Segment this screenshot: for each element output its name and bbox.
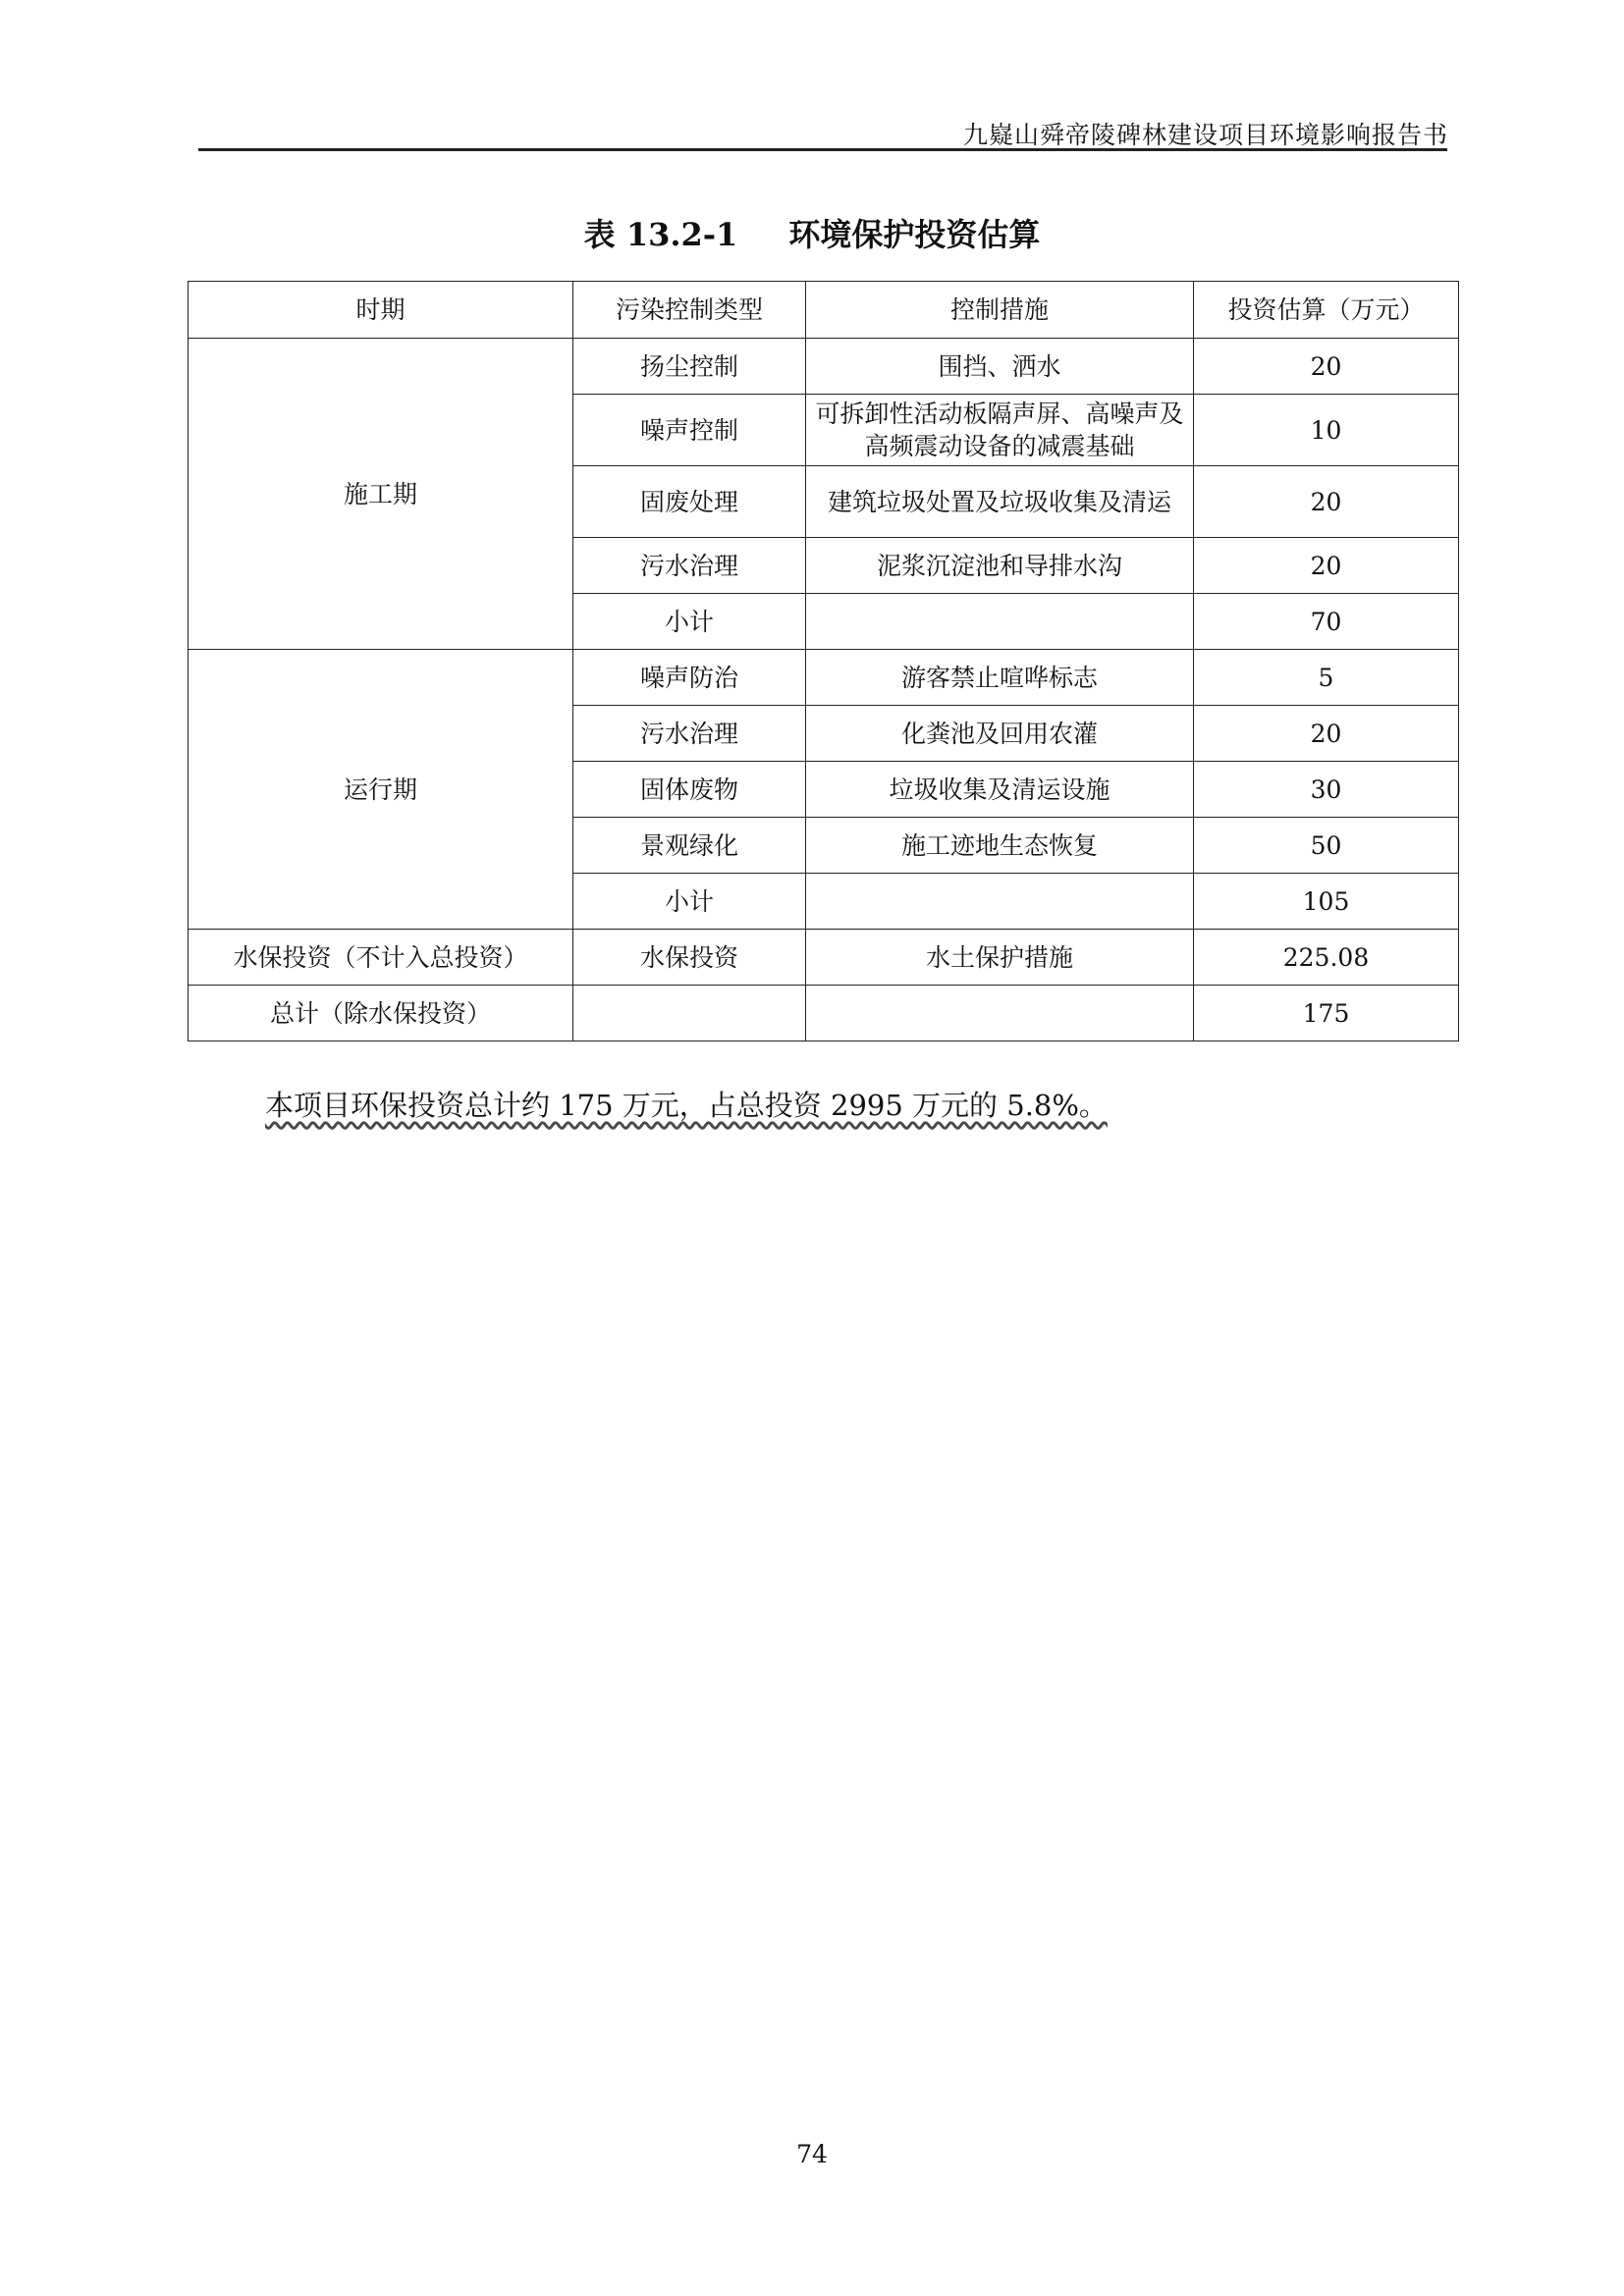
table-row [189, 650, 1459, 706]
column-header-type: 污染控制类型 [573, 282, 806, 339]
type-cell: 小计 [573, 874, 806, 930]
measure-cell: 围挡、洒水 [806, 339, 1194, 395]
measure-cell: 施工迹地生态恢复 [806, 818, 1194, 874]
amount-cell: 105 [1194, 874, 1459, 930]
period-cell: 水保投资（不计入总投资） [189, 930, 573, 986]
page-number: 74 [796, 2140, 828, 2168]
running-header: 九嶷山舜帝陵碑林建设项目环境影响报告书 [962, 121, 1448, 149]
amount-cell: 50 [1194, 818, 1459, 874]
period-cell-construction: 施工期 [189, 339, 573, 650]
column-header-period: 时期 [189, 282, 573, 339]
measure-cell: 垃圾收集及清运设施 [806, 762, 1194, 818]
table-caption [0, 210, 1624, 255]
type-cell: 噪声防治 [573, 650, 806, 706]
table-number: 表 13.2-1 [583, 216, 738, 253]
measure-cell: 水土保护措施 [806, 930, 1194, 986]
type-cell: 小计 [573, 594, 806, 650]
column-header-amount: 投资估算（万元） [1194, 282, 1459, 339]
soil-conservation-row [189, 930, 1459, 986]
measure-cell: 可拆卸性活动板隔声屏、高噪声及高频震动设备的减震基础 [806, 395, 1194, 466]
amount-cell: 70 [1194, 594, 1459, 650]
type-cell: 固废处理 [573, 466, 806, 538]
type-cell [573, 986, 806, 1041]
type-cell: 水保投资 [573, 930, 806, 986]
measure-cell [806, 594, 1194, 650]
measure-cell: 泥浆沉淀池和导排水沟 [806, 538, 1194, 594]
table-row [189, 339, 1459, 395]
type-cell: 固体废物 [573, 762, 806, 818]
type-cell: 景观绿化 [573, 818, 806, 874]
amount-cell: 5 [1194, 650, 1459, 706]
total-row [189, 986, 1459, 1041]
measure-cell: 化粪池及回用农灌 [806, 706, 1194, 762]
amount-cell: 10 [1194, 395, 1459, 466]
amount-cell: 20 [1194, 466, 1459, 538]
period-cell: 总计（除水保投资） [189, 986, 573, 1041]
type-cell: 污水治理 [573, 706, 806, 762]
amount-cell: 225.08 [1194, 930, 1459, 986]
measure-cell [806, 986, 1194, 1041]
amount-cell: 175 [1194, 986, 1459, 1041]
amount-cell: 20 [1194, 538, 1459, 594]
investment-table [188, 281, 1459, 1041]
measure-cell: 游客禁止喧哗标志 [806, 650, 1194, 706]
table-header-row [189, 282, 1459, 339]
period-cell-operation: 运行期 [189, 650, 573, 930]
table-title: 环境保护投资估算 [788, 216, 1041, 253]
column-header-measure: 控制措施 [806, 282, 1194, 339]
header-rule [198, 148, 1447, 151]
conclusion-paragraph: 本项目环保投资总计约 175 万元，占总投资 2995 万元的 5.8%。 [265, 1089, 1108, 1122]
amount-cell: 30 [1194, 762, 1459, 818]
amount-cell: 20 [1194, 706, 1459, 762]
measure-cell: 建筑垃圾处置及垃圾收集及清运 [806, 466, 1194, 538]
type-cell: 污水治理 [573, 538, 806, 594]
type-cell: 扬尘控制 [573, 339, 806, 395]
measure-cell [806, 874, 1194, 930]
amount-cell: 20 [1194, 339, 1459, 395]
type-cell: 噪声控制 [573, 395, 806, 466]
